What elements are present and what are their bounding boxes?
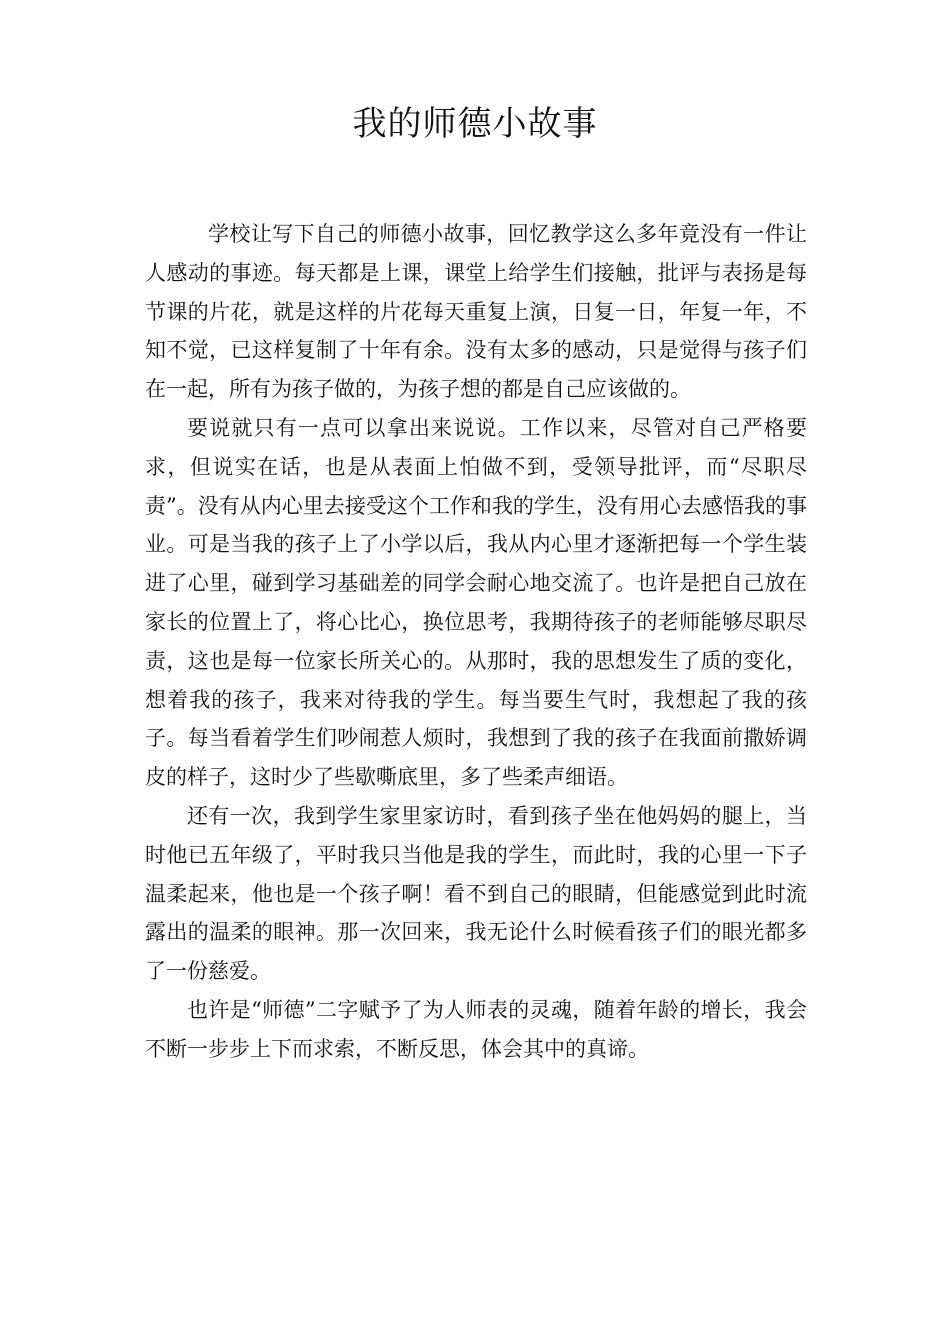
paragraph-2: 要说就只有一点可以拿出来说说。工作以来，尽管对自己严格要求，但说实在话，也是从表面上怕做不到，受领导批评，而“尽职尽责”。没有从内心里去接受这个工作和我的学生，没有用心去感悟我的事业。可是当我的孩子上了小学以后，我从内心里才逐渐把每一个学生装进了心里，碰到学习基础差的同学会耐心地交流了。也许是把自己放在家长的位置上了，将心比心，换位思考，我期待孩子的老师能够尽职尽责，这也是每一位家长所关心的。从那时，我的思想发生了质的变化，想着我的孩子，我来对待我的学生。每当要生气时，我想起了我的孩子。每当看着学生们吵闹惹人烦时，我想到了我的孩子在我面前撒娇调皮的样子，这时少了些歇嘶底里，多了些柔声细语。 [145,415,807,790]
document-body [145,215,807,1069]
paragraph-1: 学校让写下自己的师德小故事，回忆教学这么多年竟没有一件让人感动的事迹。每天都是上课，课堂上给学生们接触，批评与表扬是每节课的片花，就是这样的片花每天重复上演，日复一日，年复一年，不知不觉，已这样复制了十年有余。没有太多的感动，只是觉得与孩子们在一起，所有为孩子做的，为孩子想的都是自己应该做的。 [145,222,807,402]
paragraph-3: 还有一次，我到学生家里家访时，看到孩子坐在他妈妈的腿上，当时他已五年级了，平时我只当他是我的学生，而此时，我的心里一下子温柔起来，他也是一个孩子啊！看不到自己的眼睛，但能感觉到此时流露出的温柔的眼神。那一次回来，我无论什么时候看孩子们的眼光都多了一份慈爱。 [145,803,807,984]
paragraph-4: 也许是“师德”二字赋予了为人师表的灵魂，随着年龄的增长，我会不断一步步上下而求索，不断反思，体会其中的真谛。 [145,997,807,1061]
document-title: 我的师德小故事 [352,104,598,144]
